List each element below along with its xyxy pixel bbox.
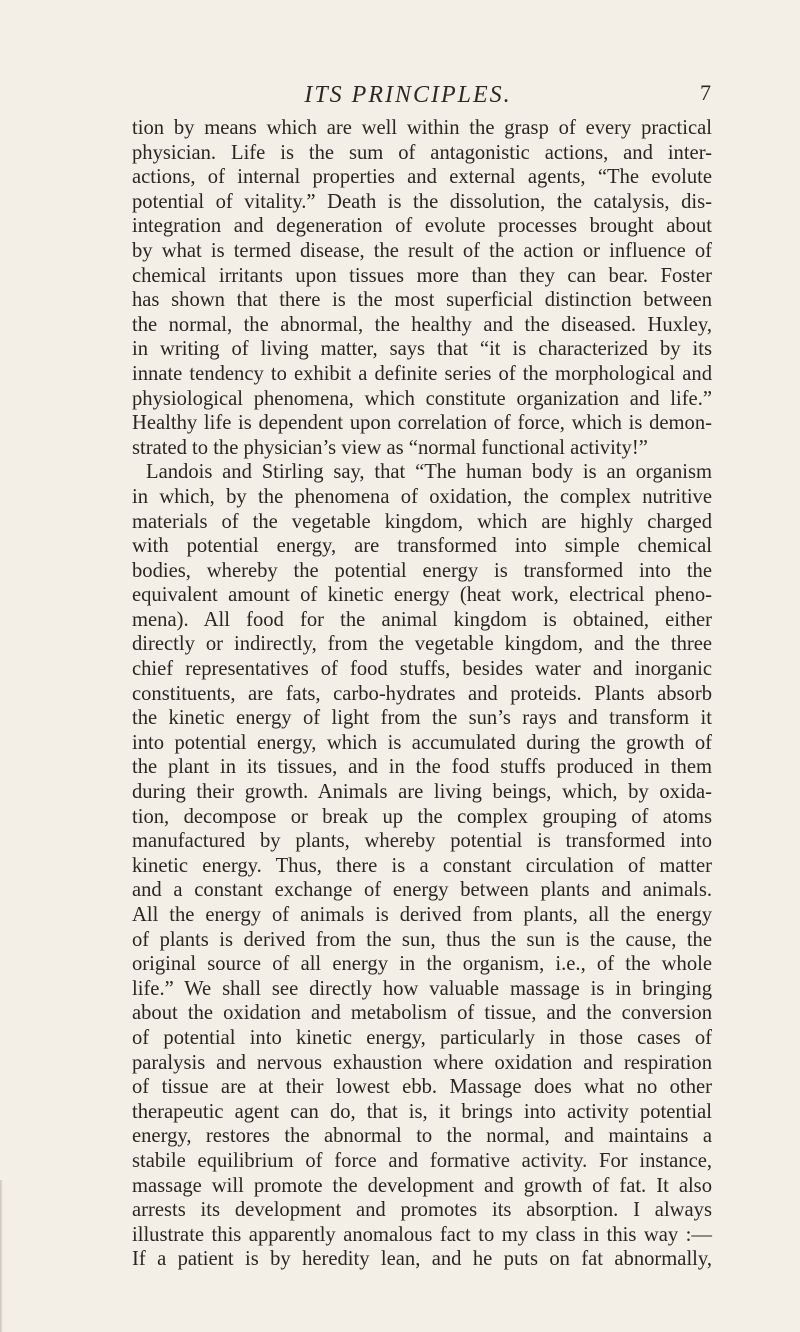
text-line: the plant in its tissues, and in the food stuffs produced in them — [132, 756, 712, 779]
text-line: the kinetic energy of light from the sun’s rays and transform it — [132, 707, 712, 730]
text-line: energy, restores the abnormal to the normal, and maintains a — [132, 1125, 712, 1148]
text-line: of potential into kinetic energy, particularly in those cases of — [132, 1026, 712, 1049]
text-line: If a patient is by heredity lean, and he puts on fat abnormally, — [132, 1248, 712, 1271]
text-line: and a constant exchange of energy between plants and animals. — [132, 879, 712, 902]
text-line: stabile equilibrium of force and formative activity. For instance, — [132, 1149, 712, 1172]
text-line: life.” We shall see directly how valuable massage is in bringing — [132, 977, 712, 1000]
text-line: potential of vitality.” Death is the dissolution, the catalysis, dis- — [132, 190, 712, 213]
text-line: manufactured by plants, whereby potential is transformed into — [132, 830, 712, 853]
text-line: the normal, the abnormal, the healthy and the diseased. Huxley, — [132, 313, 712, 336]
text-line: tion by means which are well within the grasp of every practical — [132, 117, 712, 139]
text-line: in which, by the phenomena of oxidation, the complex nutritive — [132, 485, 712, 508]
text-line: directly or indirectly, from the vegetable kingdom, and the three — [132, 633, 712, 656]
text-line: arrests its development and promotes its absorption. I always — [132, 1199, 712, 1222]
text-line: original source of all energy in the organism, i.e., of the whole — [132, 953, 712, 976]
text-line: chief representatives of food stuffs, besides water and inorganic — [132, 658, 712, 681]
text-line: actions, of internal properties and external agents, “The evolute — [132, 166, 712, 189]
text-line: physician. Life is the sum of antagonistic actions, and inter- — [132, 141, 712, 164]
page-edge-shadow — [0, 1180, 3, 1332]
text-line: chemical irritants upon tissues more than they can bear. Foster — [132, 264, 712, 287]
text-line: integration and degeneration of evolute processes brought about — [132, 215, 712, 238]
text-line: of tissue are at their lowest ebb. Massage does what no other — [132, 1076, 712, 1099]
text-line: All the energy of animals is derived from plants, all the energy — [132, 904, 712, 926]
text-line: tion, decompose or break up the complex grouping of atoms — [132, 805, 712, 828]
text-line: mena). All food for the animal kingdom is obtained, either — [132, 608, 712, 631]
text-line: strated to the physician’s view as “normal functional activity!” — [132, 436, 648, 459]
text-line: about the oxidation and metabolism of tissue, and the conversion — [132, 1002, 712, 1025]
text-line: into potential energy, which is accumulated during the growth of — [132, 731, 712, 754]
text-line: of plants is derived from the sun, thus the sun is the cause, the — [132, 928, 712, 951]
text-line: equivalent amount of kinetic energy (heat work, electrical pheno- — [132, 584, 712, 607]
text-line: Healthy life is dependent upon correlation of force, which is demon- — [132, 412, 712, 435]
text-line: therapeutic agent can do, that is, it brings into activity potential — [132, 1100, 712, 1123]
text-line: materials of the vegetable kingdom, which are highly charged — [132, 510, 712, 533]
text-line: during their growth. Animals are living beings, which, by oxida- — [132, 781, 712, 804]
text-line: with potential energy, are transformed into simple chemical — [132, 535, 712, 558]
running-title: ITS PRINCIPLES. — [304, 82, 512, 108]
text-line: paralysis and nervous exhaustion where oxidation and respiration — [132, 1051, 712, 1074]
text-line: illustrate this apparently anomalous fact to my class in this way :— — [132, 1223, 712, 1246]
text-line: has shown that there is the most superficial distinction between — [132, 289, 712, 312]
text-line: bodies, whereby the potential energy is transformed into the — [132, 559, 712, 582]
body-text — [132, 116, 712, 1272]
text-line: massage will promote the development and growth of fat. It also — [132, 1174, 712, 1197]
text-line: innate tendency to exhibit a definite series of the morphological and — [132, 362, 712, 385]
text-line: in writing of living matter, says that “it is characterized by its — [132, 338, 712, 361]
text-line: kinetic energy. Thus, there is a constant circulation of matter — [132, 854, 712, 877]
text-line: by what is termed disease, the result of the action or influence of — [132, 239, 712, 262]
page-number: 7 — [700, 80, 711, 105]
text-line: physiological phenomena, which constitute organization and life.” — [132, 387, 712, 410]
text-line: constituents, are fats, carbo-hydrates and proteids. Plants absorb — [132, 682, 712, 705]
paragraph-start-line: Landois and Stirling say, that “The human body is an organism — [146, 461, 712, 484]
